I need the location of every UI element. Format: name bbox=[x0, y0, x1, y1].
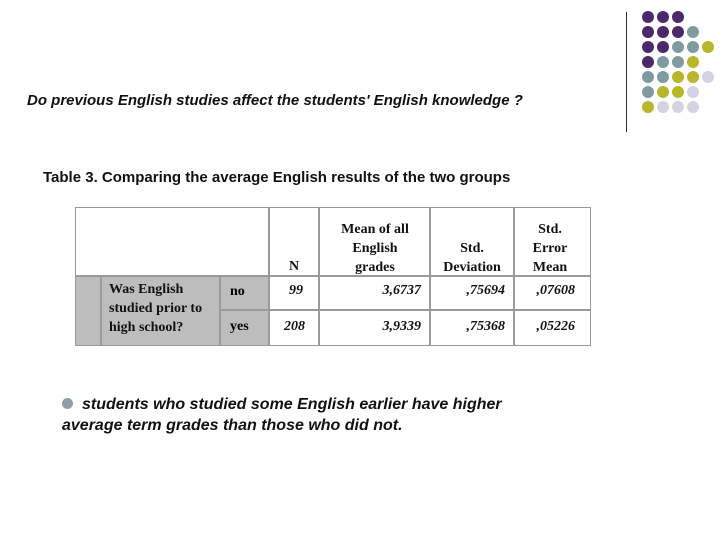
dot bbox=[642, 41, 654, 53]
cell-no-mean bbox=[320, 277, 429, 309]
dot bbox=[702, 41, 714, 53]
value-yes-n: 208 bbox=[284, 319, 305, 334]
dot bbox=[687, 101, 699, 113]
dot bbox=[687, 41, 699, 53]
value-no-se: ,07608 bbox=[536, 283, 575, 298]
header-mean-line3: grades bbox=[355, 260, 395, 275]
grid-line bbox=[76, 275, 590, 277]
table-corner-gray bbox=[76, 275, 100, 345]
header-mean-line1: Mean of all bbox=[341, 222, 409, 237]
dot bbox=[672, 26, 684, 38]
value-no-sd: ,75694 bbox=[466, 283, 505, 298]
dot bbox=[657, 11, 669, 23]
row-label bbox=[102, 277, 219, 345]
group-no-label: no bbox=[230, 284, 245, 299]
header-n bbox=[270, 257, 318, 276]
header-mean bbox=[321, 220, 429, 277]
row-label-line1: Was English bbox=[109, 282, 184, 297]
cell-no-sd bbox=[431, 277, 513, 309]
group-yes-cell bbox=[221, 311, 268, 345]
header-std-err-line2: Error bbox=[532, 241, 568, 256]
dot bbox=[687, 71, 699, 83]
dot bbox=[642, 71, 654, 83]
dot bbox=[657, 86, 669, 98]
group-no-cell bbox=[221, 277, 268, 309]
dot bbox=[642, 26, 654, 38]
header-std-err-line3: Mean bbox=[532, 260, 568, 275]
cell-yes-se bbox=[515, 311, 587, 345]
bullet-dot-icon bbox=[62, 398, 73, 409]
header-std-dev-line1: Std. bbox=[460, 241, 484, 256]
cell-no-se bbox=[515, 277, 587, 309]
decorative-dot-grid bbox=[640, 11, 720, 121]
cell-yes-n bbox=[270, 311, 318, 345]
dot bbox=[672, 11, 684, 23]
decorative-divider bbox=[626, 12, 627, 132]
value-yes-mean: 3,9339 bbox=[382, 319, 421, 334]
dot bbox=[642, 86, 654, 98]
header-std-err-line1: Std. bbox=[538, 222, 562, 237]
dot bbox=[687, 86, 699, 98]
results-table bbox=[75, 207, 591, 346]
value-no-mean: 3,6737 bbox=[382, 283, 421, 298]
dot bbox=[642, 56, 654, 68]
header-n-label: N bbox=[288, 259, 300, 274]
dot bbox=[687, 26, 699, 38]
bullet-text-line1 bbox=[62, 396, 502, 414]
dot bbox=[642, 101, 654, 113]
cell-yes-sd bbox=[431, 311, 513, 345]
dot bbox=[657, 26, 669, 38]
value-yes-se: ,05226 bbox=[536, 319, 575, 334]
dot bbox=[672, 41, 684, 53]
header-std-err bbox=[515, 220, 585, 277]
grid-line bbox=[219, 309, 590, 311]
table-caption: Table 3. Comparing the average English results of the two groups bbox=[43, 169, 511, 186]
bullet-line2-text: average term grades than those who did not. bbox=[62, 417, 403, 434]
slide-title: Do previous English studies affect the students' English knowledge ? bbox=[27, 92, 523, 109]
dot bbox=[657, 71, 669, 83]
cell-yes-mean bbox=[320, 311, 429, 345]
dot bbox=[687, 56, 699, 68]
dot bbox=[672, 56, 684, 68]
dot bbox=[702, 71, 714, 83]
header-std-dev-line2: Deviation bbox=[443, 260, 501, 275]
bullet-text-line2 bbox=[62, 417, 403, 435]
dot bbox=[657, 41, 669, 53]
row-label-line2: studied prior to bbox=[109, 301, 203, 316]
grid-line bbox=[100, 275, 102, 345]
dot bbox=[657, 101, 669, 113]
dot bbox=[672, 71, 684, 83]
dot bbox=[657, 56, 669, 68]
header-mean-line2: English bbox=[352, 241, 398, 256]
row-label-line3: high school? bbox=[109, 320, 184, 335]
dot bbox=[672, 101, 684, 113]
cell-no-n bbox=[270, 277, 318, 309]
dot bbox=[642, 11, 654, 23]
group-yes-label: yes bbox=[230, 319, 249, 334]
header-std-dev bbox=[431, 239, 513, 277]
bullet-line1-text: students who studied some English earlier have higher bbox=[82, 396, 502, 413]
value-no-n: 99 bbox=[289, 283, 303, 298]
dot bbox=[672, 86, 684, 98]
value-yes-sd: ,75368 bbox=[466, 319, 505, 334]
